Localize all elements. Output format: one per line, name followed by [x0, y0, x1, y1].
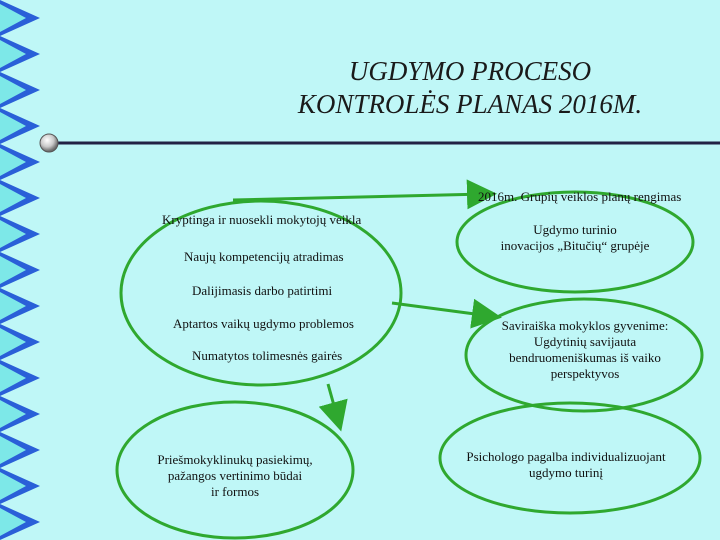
psychologist-line: Psichologo pagalba individualizuojant [466, 449, 666, 464]
self-expression-line: Ugdytinių savijauta [533, 334, 637, 349]
slide-title [230, 55, 710, 121]
self-expression-line: Saviraiška mokyklos gyvenime: [501, 318, 669, 333]
arrow-to-preschool [328, 384, 338, 420]
psychologist-line: ugdymo turinį [528, 465, 604, 480]
main-item: Naujų kompetencijų atradimas [184, 249, 344, 264]
preschool-line: ir formos [210, 484, 260, 499]
main-item: Kryptinga ir nuosekli mokytojų veikla [162, 212, 362, 227]
slide-title-line1: UGDYMO PROCESO [348, 56, 592, 86]
top-right-label: 2016m. Grupių veiklos planų rengimas [478, 189, 682, 204]
ellipse-preschool-text [130, 452, 340, 500]
arrow-to-top-label [233, 194, 485, 200]
self-expression-line: bendruomeniškumas iš vaiko [509, 350, 661, 365]
main-item: Dalijimasis darbo patirtimi [192, 283, 333, 298]
preschool-line: pažangos vertinimo būdai [167, 468, 303, 483]
self-expression-line: perspektyvos [550, 366, 620, 381]
preschool-line: Priešmokyklinukų pasiekimų, [157, 452, 313, 467]
arrow-to-self-expression [392, 303, 490, 316]
title-ring-icon [40, 134, 58, 152]
ellipse-self-expression-text [480, 318, 690, 382]
main-item: Numatytos tolimesnės gairės [192, 348, 343, 363]
innovation-line: Ugdymo turinio [533, 222, 617, 237]
main-item: Aptartos vaikų ugdymo problemos [173, 316, 354, 331]
ellipse-psychologist-text [446, 449, 686, 481]
ellipse-innovation-text [470, 222, 680, 254]
binding-decoration [0, 0, 42, 540]
innovation-line: inovacijos „Bitučių“ grupėje [500, 238, 650, 253]
slide-title-line2: KONTROLĖS PLANAS 2016M. [297, 89, 643, 119]
